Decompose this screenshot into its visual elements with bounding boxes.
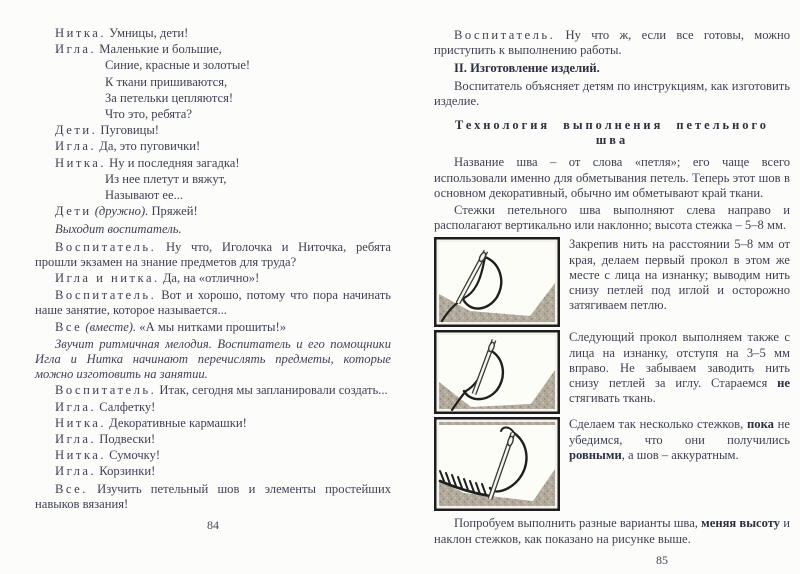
dialogue-line	[35, 42, 391, 57]
speaker-name: Игла.	[55, 42, 97, 57]
page-left	[35, 26, 391, 533]
text-segment: Стежки петельного шва выполняют слева направо и располагают вертикально или наклонно; высота стежка – 5–8 мм.	[434, 203, 790, 233]
section-heading: Технология выполнения петельного шва	[455, 118, 769, 148]
text-segment: Сделаем так несколько стежков,	[569, 417, 748, 432]
stitch-step-figure-1	[434, 237, 560, 327]
stitch-illustration-1	[434, 237, 560, 327]
text-segment: «А мы нитками прошиты!»	[136, 319, 286, 334]
dialogue-paragraph	[35, 240, 391, 270]
dialogue-line	[35, 432, 391, 447]
dialogue-line	[35, 26, 391, 41]
speaker-name: Воспитатель.	[55, 239, 157, 254]
text-segment: Ну что, Иголочка и Ниточка, ребята прошли экзамен на знание предметов для труда?	[35, 239, 391, 269]
verse-line	[105, 107, 391, 122]
speaker-name: Воспитатель.	[55, 383, 157, 398]
text-segment: Да, это пуговички!	[96, 139, 201, 154]
stitch-step-figure-2	[434, 330, 560, 414]
speaker-name: Все	[55, 319, 83, 334]
text-segment: Ну что ж, если все готовы, можно приступить к выполнению работы.	[434, 28, 790, 58]
speaker-name: Игла.	[55, 139, 97, 154]
text-segment: К ткани пришиваются,	[105, 74, 228, 89]
section-subheading	[434, 61, 790, 76]
dialogue-line	[35, 204, 391, 219]
dialogue-line	[35, 123, 391, 138]
text-segment: Звучит ритмичная мелодия. Воспитатель и его помощники Игла и Нитка начинают перечислять предметы, которые можно изготовить на занятии.	[35, 336, 391, 382]
speaker-name: Нитка.	[55, 448, 107, 463]
speaker-name: Нитка.	[55, 26, 107, 40]
stitch-step-figure-3	[434, 417, 560, 511]
text-segment: Следующий прокол выполняем также с лица на изнанку, отступя на 3–5 мм вправо. Не забываем заводить нить снизу петлей за иглу. Стараемся	[569, 330, 790, 391]
dialogue-line	[35, 271, 391, 286]
dialogue-paragraph	[35, 288, 391, 318]
paragraph	[434, 79, 790, 109]
paragraph	[569, 330, 790, 406]
step-text-3	[569, 417, 790, 463]
text-segment: Умницы, дети!	[106, 26, 189, 40]
text-segment: Что это, ребята?	[105, 107, 192, 122]
speaker-name: Игла и нитка.	[55, 271, 160, 286]
dialogue-line	[35, 416, 391, 431]
speaker-name: Дети	[55, 204, 92, 219]
text-segment: (вместе).	[85, 319, 137, 334]
step-text-1	[569, 237, 790, 330]
paragraph	[434, 155, 790, 201]
dialogue-line	[35, 400, 391, 415]
text-segment: Изучить петельный шов и элементы простейших навыков вязания!	[35, 481, 391, 511]
dialogue-line	[35, 156, 391, 171]
speaker-name: Дети.	[55, 123, 98, 138]
dialogue-line	[35, 320, 391, 335]
verse-line	[105, 188, 391, 203]
text-segment: Пряжей!	[148, 204, 198, 219]
text-segment: Итак, сегодня мы запланировали создать...	[156, 383, 388, 398]
dialogue-line	[35, 139, 391, 154]
speaker-name: Воспитатель.	[55, 288, 157, 303]
dialogue-paragraph	[434, 28, 790, 58]
text-segment: Закрепив нить на расстоянии 5–8 мм от края, делаем первый прокол в этом же месте с лица на изнанку; выводим нить снизу петлей под иглой и осторожно затягиваем петлю.	[569, 237, 790, 313]
speaker-name: Нитка.	[55, 155, 107, 170]
text-segment: Подвески!	[96, 432, 156, 447]
page-right-intro	[434, 155, 790, 233]
text-segment: Вот и хорошо, потому что пора начинать наше занятие, которое называется...	[35, 288, 391, 318]
text-segment: не убедимся, что они получились	[569, 417, 790, 447]
page-number-left: 84	[207, 518, 219, 533]
text-segment: стягивать ткань.	[569, 391, 656, 406]
text-segment: пока	[747, 417, 774, 432]
text-segment: Корзинки!	[96, 464, 156, 479]
verse-line	[105, 172, 391, 187]
text-segment: Синие, красные и золотые!	[105, 58, 251, 73]
instruction-steps	[434, 237, 790, 511]
text-segment: Воспитатель объясняет детям по инструкциям, как изготовить изделие.	[434, 78, 790, 108]
text-segment: За петельки цепляются!	[105, 90, 234, 105]
text-segment: меняя высоту	[701, 516, 781, 531]
text-segment: II. Изготовление изделий.	[454, 61, 600, 76]
text-segment: Название шва – от слова «петля»; его чаще всего использовали именно для обметывания петель. Теперь этот шов в основном декоративный, обычно им обметывают край ткани.	[434, 155, 790, 200]
paragraph	[569, 417, 790, 463]
step-text-column	[560, 237, 790, 511]
text-segment: Да, на «отлично»!	[159, 271, 260, 286]
paragraph	[569, 237, 790, 313]
text-segment: Выходит воспитатель.	[55, 222, 182, 237]
page-number-right: 85	[656, 552, 668, 567]
text-segment: , а шов – аккуратным.	[621, 447, 739, 462]
verse-line	[105, 58, 391, 73]
text-segment: Попробуем выполнить разные варианты шва,	[454, 516, 702, 531]
text-segment: и наклон стежков, как показано на рисунке выше.	[434, 516, 791, 546]
verse-line	[105, 75, 391, 90]
stitch-illustration-2	[434, 330, 560, 414]
text-segment: Декоративные кармашки!	[106, 415, 247, 430]
speaker-name: Игла.	[55, 399, 97, 414]
stage-direction-paragraph	[35, 337, 391, 383]
step-text-2	[569, 330, 790, 417]
dialogue-line	[35, 464, 391, 479]
text-segment: Маленькие и большие,	[96, 42, 222, 57]
speaker-name: Все.	[55, 481, 88, 496]
text-segment: Называют ее...	[105, 188, 184, 203]
text-segment: Пуговицы!	[97, 123, 160, 138]
text-segment: не	[777, 376, 790, 391]
speaker-name: Игла.	[55, 432, 97, 447]
speaker-name: Нитка.	[55, 415, 107, 430]
dialogue-line	[35, 448, 391, 463]
stage-direction	[35, 222, 391, 237]
speaker-name: Игла.	[55, 464, 97, 479]
closing-paragraph	[434, 516, 790, 546]
dialogue-line	[35, 383, 391, 398]
page-right	[434, 26, 790, 568]
text-segment: (дружно).	[94, 204, 149, 219]
text-segment: Из нее плетут и вяжут,	[105, 171, 227, 186]
text-segment: Сумочку!	[106, 448, 161, 463]
text-segment: ровными	[569, 447, 622, 462]
stitch-illustration-3	[434, 417, 560, 511]
verse-line	[105, 91, 391, 106]
dialogue-paragraph	[35, 482, 391, 512]
paragraph	[434, 203, 790, 233]
page-right-top-content	[434, 28, 790, 109]
page-left-content	[35, 26, 391, 512]
text-segment: Салфетку!	[96, 399, 156, 414]
text-segment: Ну и последняя загадка!	[106, 155, 240, 170]
figure-column	[434, 237, 560, 511]
speaker-name: Воспитатель.	[454, 28, 556, 42]
